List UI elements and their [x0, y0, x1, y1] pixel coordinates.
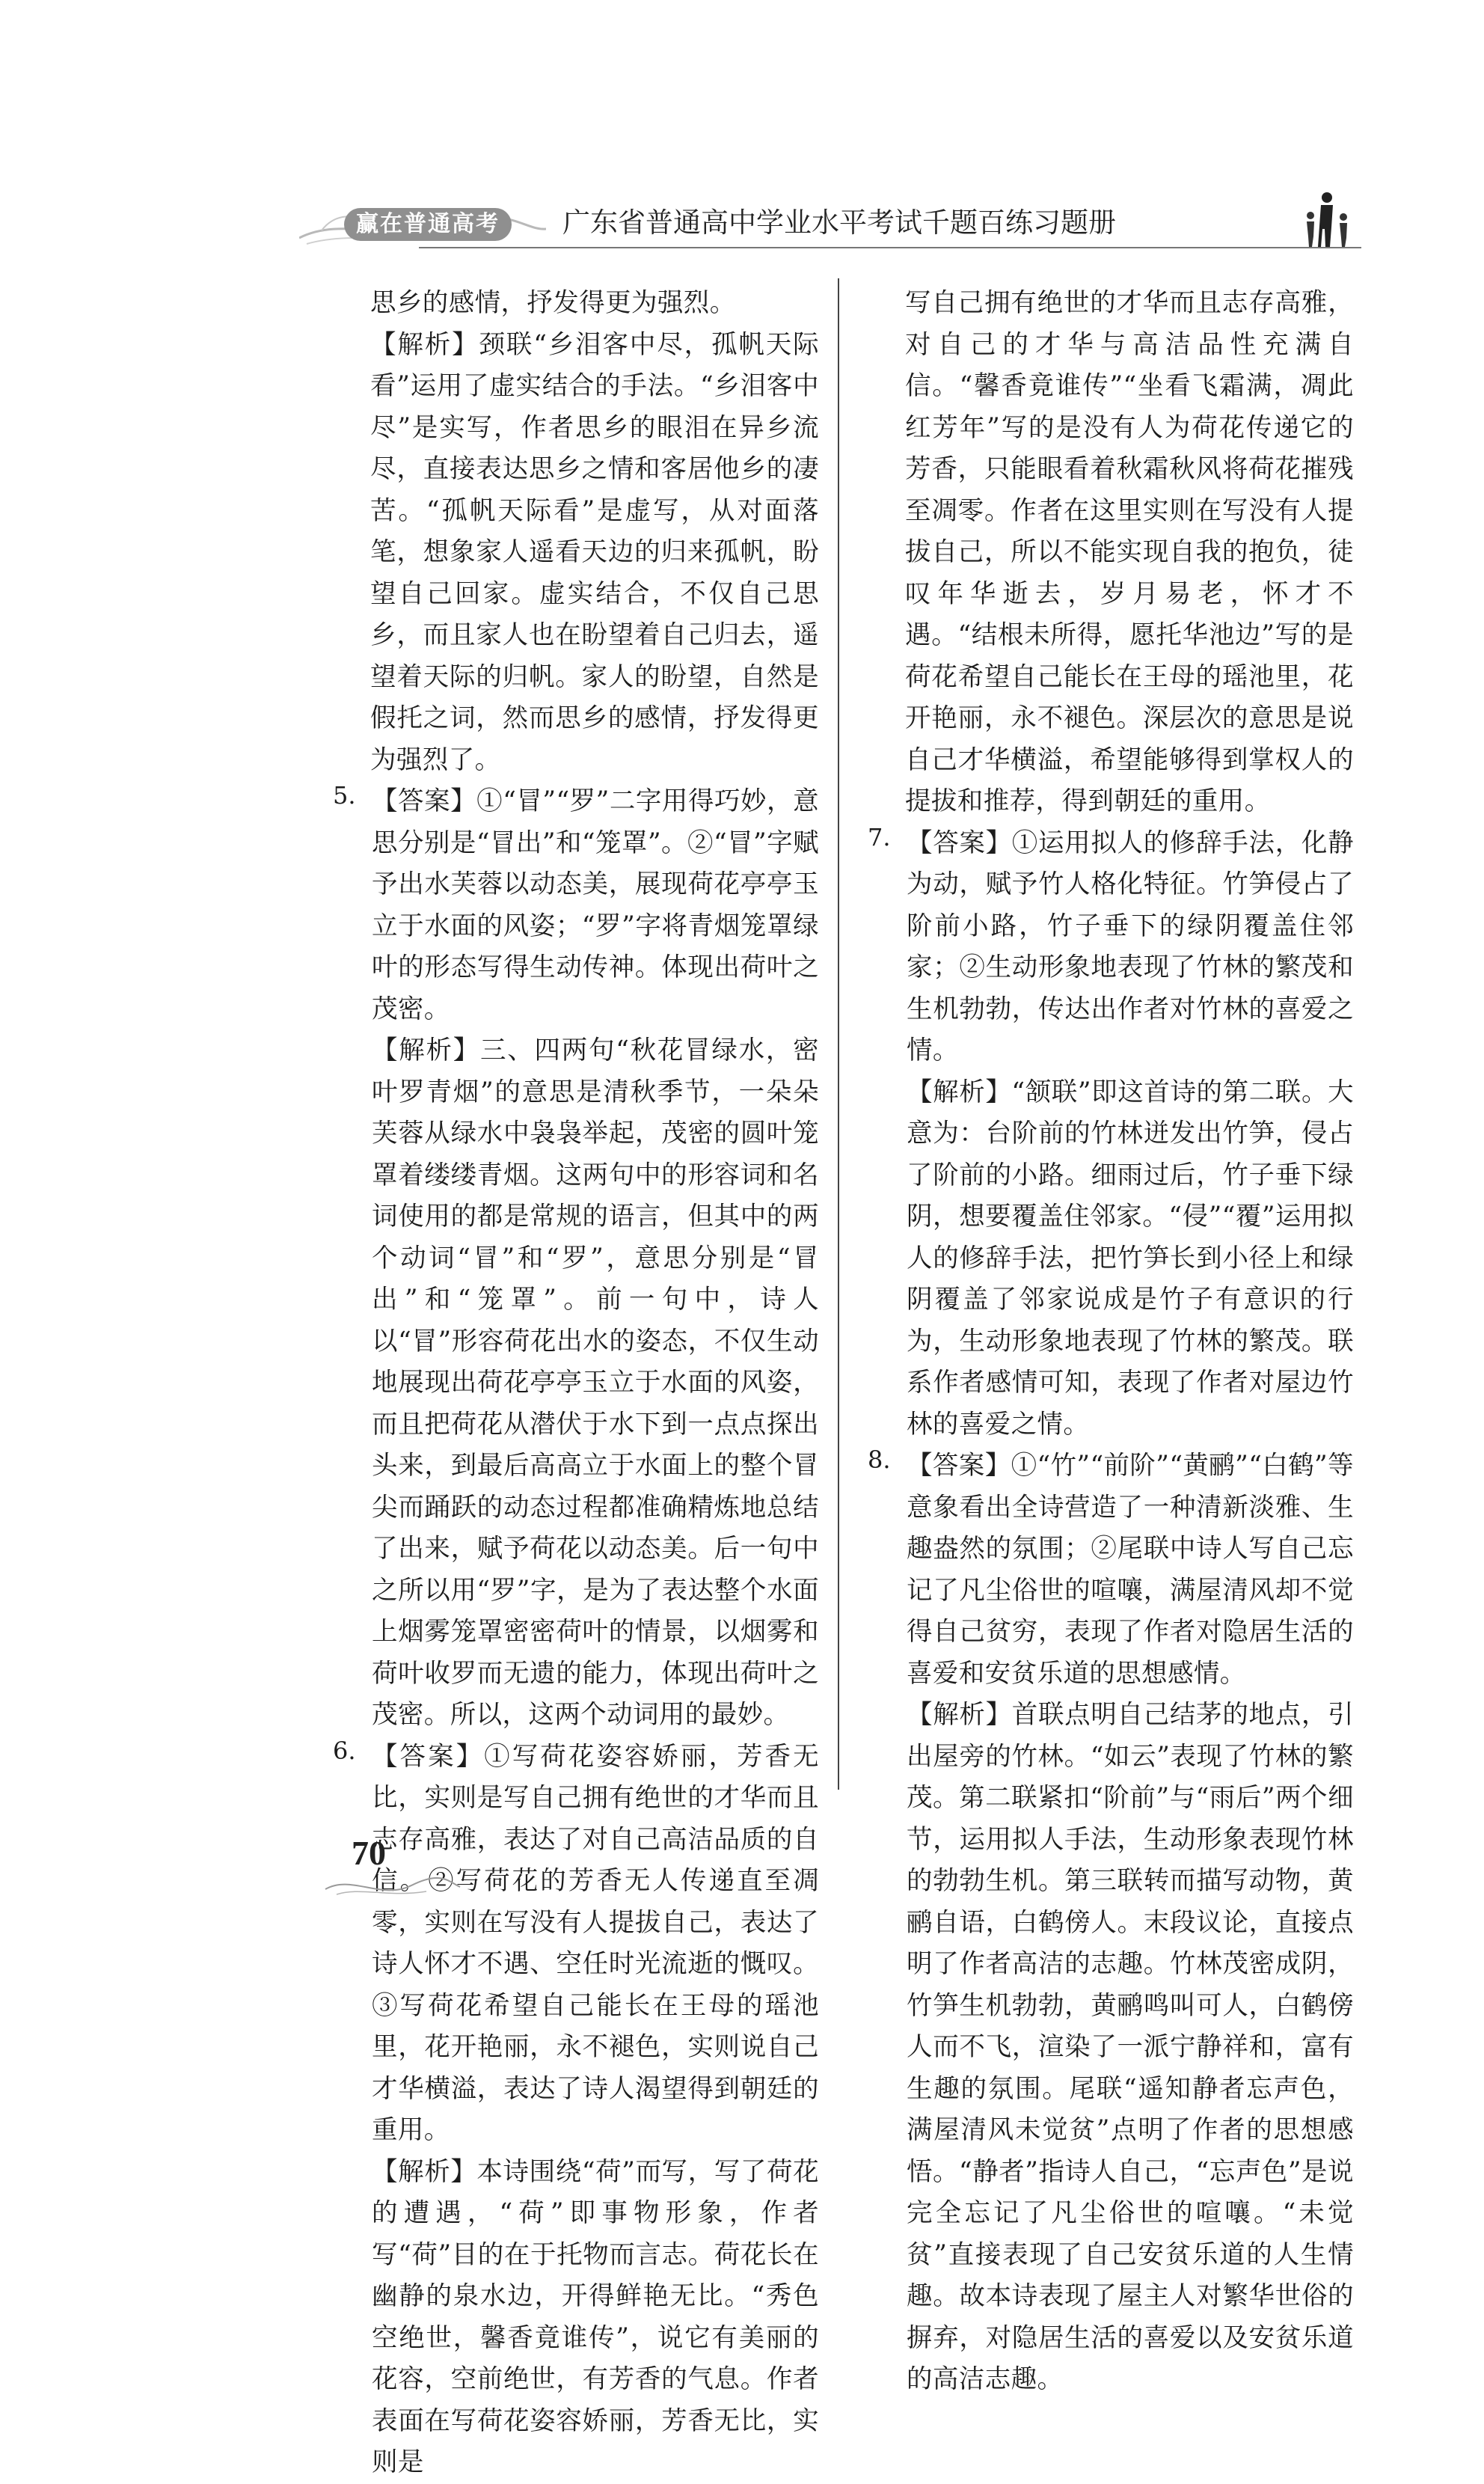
answer-text: 【答案】①运用拟人的修辞手法，化静为动，赋予竹人格化特征。竹笋侵占了阶前小路，竹子垂下的绿阴覆盖住邻家；②生动形象地表现了竹林的繁茂和生机勃勃，传达出作者对竹林的喜爱之情。 [907, 828, 1354, 1065]
page-number: 70 [352, 1834, 386, 1872]
running-header [299, 186, 1361, 250]
answer-text: 【答案】①“竹”“前阶”“黄鹂”“白鹤”等意象看出全诗营造了一种清新淡雅、生趣盎然的氛围；②尾联中诗人写自己忘记了凡尘俗世的喧嚷，满屋清风却不觉得自己贫穷，表现了作者对隐居生活的喜爱和安贫乐道的思想感情。 [907, 1451, 1354, 1689]
analysis-text: 【解析】首联点明自己结茅的地点，引出屋旁的竹林。“如云”表现了竹林的繁茂。第二联紧扣“阶前”与“雨后”两个细节，运用拟人手法，生动形象表现竹林的勃勃生机。第三联转而描写动物，黄鹂自语，白鹤傍人。末段议论，直接点明了作者高洁的志趣。竹林茂密成阴，竹笋生机勃勃，黄鹂鸣叫可人，白鹤傍人而不飞，渲染了一派宁静祥和，富有生趣的氛围。尾联“遥知静者忘声色，满屋清风未觉贫”点明了作者的思想感悟。“静者”指诗人自己，“忘声色”是说完全忘记了凡尘俗世的喧嚷。“未觉贫”直接表现了自己安贫乐道的人生情趣。故本诗表现了屋主人对繁华世俗的摒弃，对隐居生活的喜爱以及安贫乐道的高洁志趣。 [907, 1700, 1354, 2394]
people-icon [1300, 190, 1354, 248]
series-badge: 赢在普通高考 [344, 208, 512, 241]
continued-text: 写自己拥有绝世的才华而且志存高雅，对自己的才华与高洁品性充满自信。“馨香竟谁传”“坐看飞霜满，凋此红芳年”写的是没有人为荷花传递它的芳香，只能眼看着秋霜秋风将荷花摧残至凋零。作者在这里实则在写没有人提拔自己，所以不能实现自我的抱负，徒叹年华逝去，岁月易老，怀才不遇。“结根未所得，愿托华池边”写的是荷花希望自己能长在王母的瑶池里，花开艳丽，永不褪色。深层次的意思是说自己才华横溢，希望能够得到掌权人的提拔和推荐，得到朝廷的重用。 [905, 288, 1354, 816]
question-8 [868, 1446, 1354, 2401]
question-number: 7. [868, 822, 891, 851]
header-rule [419, 247, 1361, 248]
book-title: 广东省普通高中学业水平考试千题百练习题册 [562, 207, 1116, 239]
answer-text: 【答案】①写荷花姿容娇丽，芳香无比，实则是写自己拥有绝世的才华而且志存高雅，表达了对自己高洁品质的自信。②写荷花的芳香无人传递直至凋零，实则在写没有人提拔自己，表达了诗人怀才不遇、空任时光流逝的慨叹。③写荷花希望自己能长在王母的瑶池里，花开艳丽，永不褪色，实则说自己才华横溢，表达了诗人渴望得到朝廷的重用。 [372, 1741, 819, 2145]
question-7 [868, 823, 1354, 1446]
column-divider [838, 278, 839, 1790]
right-column [868, 283, 1354, 2401]
footer-flourish-decoration [322, 1870, 464, 1900]
left-column [333, 283, 819, 2484]
question-6 [333, 1737, 819, 2484]
question-number: 8. [868, 1446, 891, 1474]
analysis-text: 【解析】“颔联”即这首诗的第二联。大意为：台阶前的竹林迸发出竹笋，侵占了阶前的小路。细雨过后，竹子垂下绿阴，想要覆盖住邻家。“侵”“覆”运用拟人的修辞手法，把竹笋长到小径上和绿阴覆盖了邻家说成是竹子有意识的行为，生动形象地表现了竹林的繁茂。联系作者感情可知，表现了作者对屋边竹林的喜爱之情。 [907, 1077, 1354, 1440]
analysis-paragraph: 【解析】颈联“乡泪客中尽，孤帆天际看”运用了虚实结合的手法。“乡泪客中尽”是实写，作者思乡的眼泪在异乡流尽，直接表达思乡之情和客居他乡的凄苦。“孤帆天际看”是虚写，从对面落笔，想象家人遥看天边的归来孤帆，盼望自己回家。虚实结合，不仅自己思乡，而且家人也在盼望着自己归去，遥望着天际的归帆。家人的盼望，自然是假托之词，然而思乡的感情，抒发得更为强烈了。 [370, 329, 819, 775]
question-number: 6. [333, 1736, 356, 1765]
answer-text: 【答案】①“冒”“罗”二字用得巧妙，意思分别是“冒出”和“笼罩”。②“冒”字赋予出水芙蓉以动态美，展现荷花亭亭玉立于水面的风姿；“罗”字将青烟笼罩绿叶的形态写得生动传神。体现出荷叶之茂密。 [372, 786, 819, 1024]
question-5 [333, 781, 819, 1737]
question-number: 5. [333, 781, 356, 810]
continued-text: 思乡的感情，抒发得更为强烈。 [370, 288, 736, 318]
analysis-text: 【解析】三、四两句“秋花冒绿水，密叶罗青烟”的意思是清秋季节，一朵朵芙蓉从绿水中袅袅举起，茂密的圆叶笼罩着缕缕青烟。这两句中的形容词和名词使用的都是常规的语言，但其中的两个动词“冒”和“罗”，意思分别是“冒出”和“笼罩”。前一句中，诗人以“冒”形容荷花出水的姿态，不仅生动地展现出荷花亭亭玉立于水面的风姿，而且把荷花从潜伏于水下到一点点探出头来，到最后高高立于水面上的整个冒尖而踊跃的动态过程都准确精炼地总结了出来，赋予荷花以动态美。后一句中之所以用“罗”字，是为了表达整个水面上烟雾笼罩密密荷叶的情景，以烟雾和荷叶收罗而无遗的能力，体现出荷叶之茂密。所以，这两个动词用的最妙。 [372, 1035, 819, 1730]
analysis-text: 【解析】本诗围绕“荷”而写，写了荷花的遭遇，“荷”即事物形象，作者写“荷”目的在于托物而言志。荷花长在幽静的泉水边，开得鲜艳无比。“秀色空绝世，馨香竟谁传”，说它有美丽的花容，空前绝世，有芳香的气息。作者表面在写荷花姿容娇丽，芳香无比，实则是 [372, 2156, 819, 2477]
